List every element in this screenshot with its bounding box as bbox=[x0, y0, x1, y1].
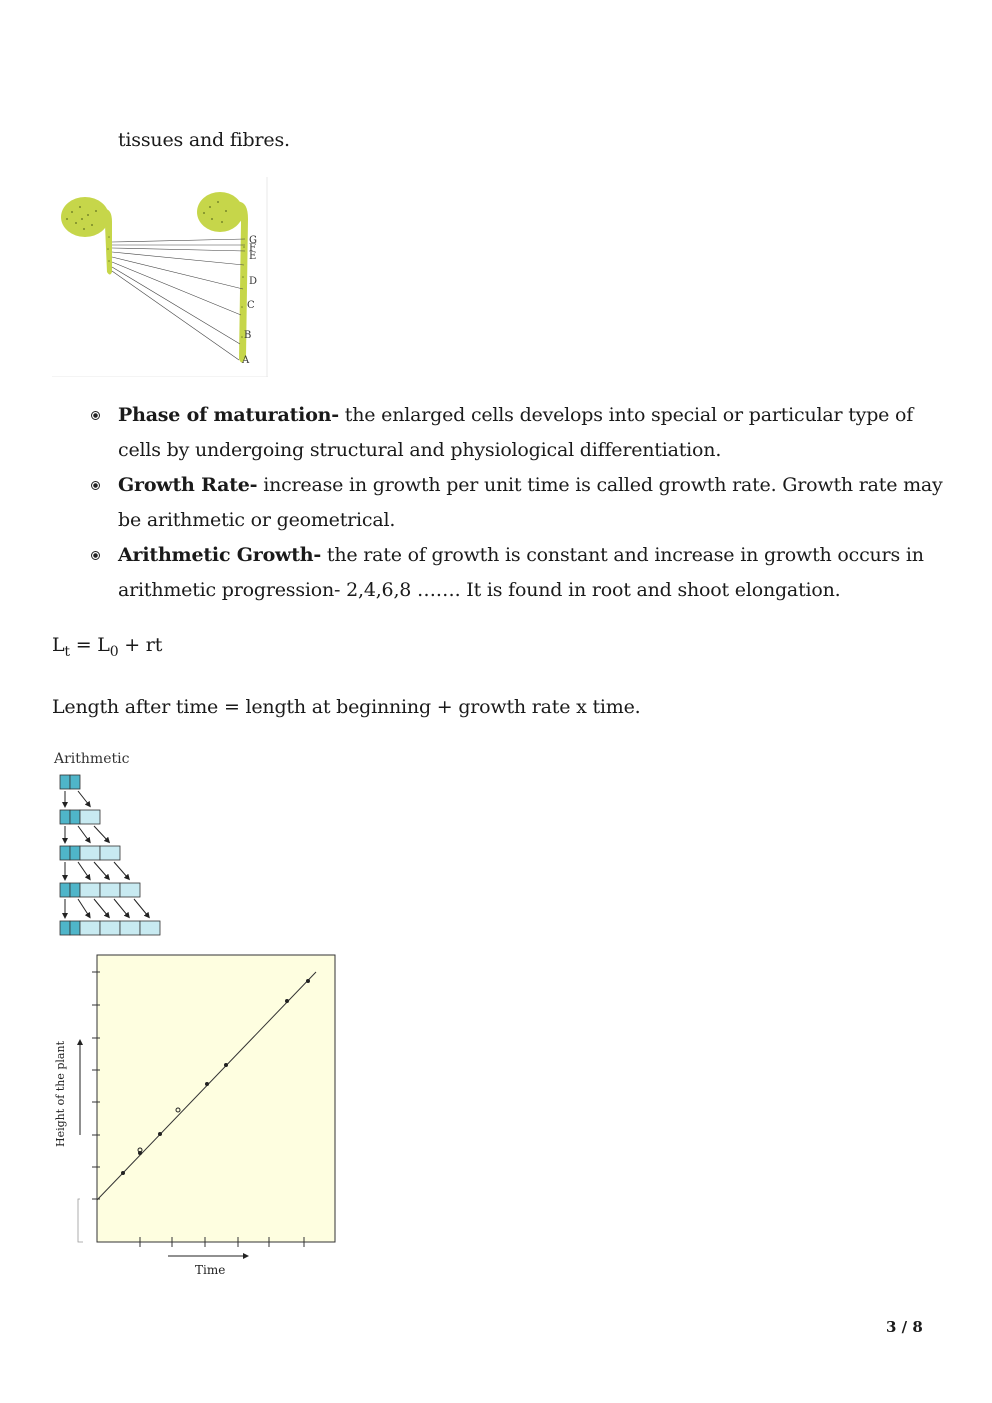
bullet-icon bbox=[91, 481, 100, 490]
bullet-list bbox=[88, 398, 968, 608]
bullet-text: be arithmetic or geometrical. bbox=[118, 509, 396, 531]
bullet-text: increase in growth per unit time is called growth rate. Growth rate may bbox=[257, 474, 943, 496]
bullet-term: Phase of maturation- bbox=[118, 404, 339, 426]
label-f: F bbox=[249, 243, 256, 254]
bullet-term: Arithmetic Growth- bbox=[118, 544, 322, 566]
label-b: B bbox=[244, 330, 252, 341]
seedling-growth-figure bbox=[52, 177, 268, 377]
intro-line: tissues and fibres. bbox=[118, 129, 290, 151]
formula-description: Length after time = length at beginning + growth rate x time. bbox=[52, 696, 641, 718]
label-a: A bbox=[242, 355, 250, 366]
bullet-phase-of-maturation bbox=[88, 398, 968, 468]
bullet-growth-rate bbox=[88, 468, 968, 538]
bullet-text: arithmetic progression- 2,4,6,8 ……. It is found in root and shoot elongation. bbox=[118, 579, 841, 601]
y-axis-label: Height of the plant bbox=[54, 1041, 67, 1147]
formula: $L_t = L_0$ + rt bbox=[52, 634, 163, 660]
label-g: G bbox=[249, 235, 257, 246]
x-axis-label: Time bbox=[195, 1263, 226, 1277]
label-c: C bbox=[247, 300, 255, 311]
bullet-icon bbox=[91, 551, 100, 560]
height-time-chart bbox=[50, 950, 345, 1285]
bullet-arithmetic-growth bbox=[88, 538, 968, 608]
bullet-text: the enlarged cells develops into special or particular type of bbox=[338, 404, 914, 426]
label-d: D bbox=[249, 276, 258, 287]
arithmetic-title: Arithmetic bbox=[54, 751, 130, 767]
arithmetic-growth-figure bbox=[52, 748, 167, 938]
page-number: 3 / 8 bbox=[886, 1318, 923, 1336]
label-e: E bbox=[249, 251, 257, 262]
bullet-text: the rate of growth is constant and increase in growth occurs in bbox=[321, 544, 924, 566]
bullet-text: cells by undergoing structural and physiological differentiation. bbox=[118, 439, 722, 461]
bullet-term: Growth Rate- bbox=[118, 474, 258, 496]
bullet-icon bbox=[91, 411, 100, 420]
